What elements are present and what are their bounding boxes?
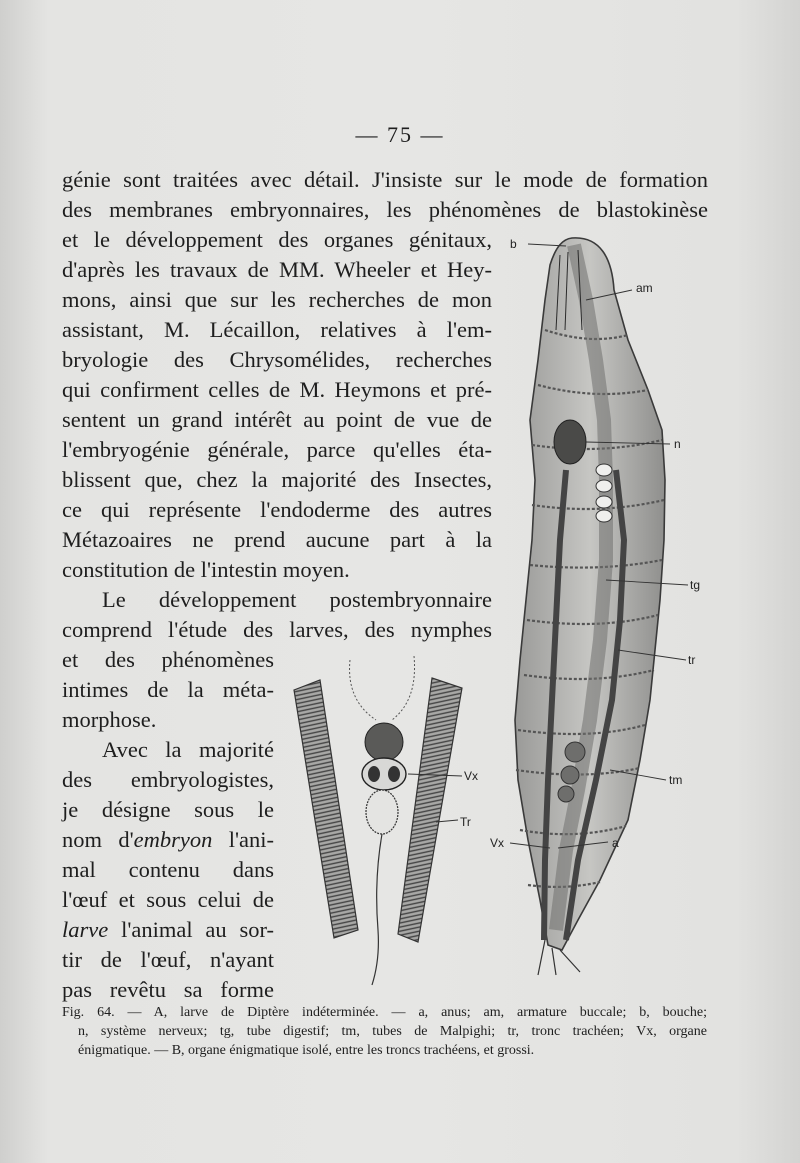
text-line: constitution de l'intestin moyen. xyxy=(62,557,350,582)
text-line: Avec la majorité xyxy=(102,737,274,762)
caption-line: Fig. 64. — A, larve de Diptère indéterminée. — a, anus; am, armature buccale; b, bouche; xyxy=(62,1005,707,1020)
label-tr: tr xyxy=(688,653,696,667)
label-n: n xyxy=(674,437,681,451)
organ-stalk xyxy=(372,834,382,985)
page-number: — 75 — xyxy=(355,122,445,147)
text-line: des membranes embryonnaires, les phénomènes de blastokinèse xyxy=(62,197,708,222)
organ-sac xyxy=(366,790,398,834)
text-line: mons, ainsi que sur les recherches de mon xyxy=(62,287,492,312)
label-am: am xyxy=(636,281,653,295)
text-fragment: l'animal au sor- xyxy=(121,917,275,942)
trachea-right xyxy=(398,678,462,942)
organ-head xyxy=(365,723,403,761)
text-line: je désigne sous le xyxy=(62,797,274,822)
text-line: morphose. xyxy=(62,707,157,732)
text-line: Métazoaires ne prend aucune part à la xyxy=(62,527,492,552)
trachea-left xyxy=(294,680,358,938)
text-line: bryologie des Chrysomélides, recherches xyxy=(62,347,492,372)
text-line: assistant, M. Lécaillon, relatives à l'em- xyxy=(62,317,492,342)
text-line: mal contenu dans xyxy=(62,857,274,882)
label-a: a xyxy=(612,836,619,850)
text-line: pas revêtu sa forme xyxy=(62,977,274,1002)
text-line: comprend l'étude des larves, des nymphes xyxy=(62,617,492,642)
text-line: qui confirment celles de M. Heymons et pré- xyxy=(62,377,492,402)
label-vx-b: Vx xyxy=(464,769,479,783)
label-vx: Vx xyxy=(490,836,505,850)
label-tg: tg xyxy=(690,578,701,592)
text-line: ce qui représente l'endoderme des autres xyxy=(62,497,492,522)
label-b: b xyxy=(510,237,517,251)
organ-threads xyxy=(350,656,415,720)
text-line: tir de l'œuf, n'ayant xyxy=(62,947,274,972)
text-line: génie sont traitées avec détail. J'insiste sur le mode de formation xyxy=(62,167,708,192)
text-line: d'après les travaux de MM. Wheeler et Hey- xyxy=(62,257,492,282)
text-line: blissent que, chez la majorité des Insectes, xyxy=(62,467,492,492)
italic-term: larve xyxy=(62,917,109,942)
text-line: Le développement postembryonnaire xyxy=(102,587,492,612)
text-fragment: nom d' xyxy=(62,827,134,852)
text-line: l'œuf et sous celui de xyxy=(62,887,274,912)
nervous-ganglion xyxy=(554,420,586,464)
caption-line: n, système nerveux; tg, tube digestif; tm, tubes de Malpighi; tr, tronc trachéen; Vx, organe xyxy=(78,1024,707,1039)
caption-line: énigmatique. — B, organe énigmatique isolé, entre les troncs trachéens, et grossi. xyxy=(78,1043,535,1058)
text-line: et le développement des organes génitaux, xyxy=(62,227,492,252)
text-fragment: l'ani- xyxy=(228,827,274,852)
text-line: des embryologistes, xyxy=(62,767,274,792)
text-line: sentent un grand intérêt au point de vue de xyxy=(62,407,492,432)
text-line: l'embryogénie générale, parce qu'elles éta- xyxy=(62,437,492,462)
text-line: intimes de la méta- xyxy=(62,677,274,702)
label-tm: tm xyxy=(669,773,683,787)
figure-a-larva xyxy=(490,225,800,990)
label-tr-b: Tr xyxy=(460,815,471,829)
italic-term: embryon xyxy=(133,827,213,852)
text-line xyxy=(62,825,274,855)
figure-b-organ xyxy=(285,650,485,990)
text-line: et des phénomènes xyxy=(62,647,274,672)
text-line xyxy=(62,915,274,945)
